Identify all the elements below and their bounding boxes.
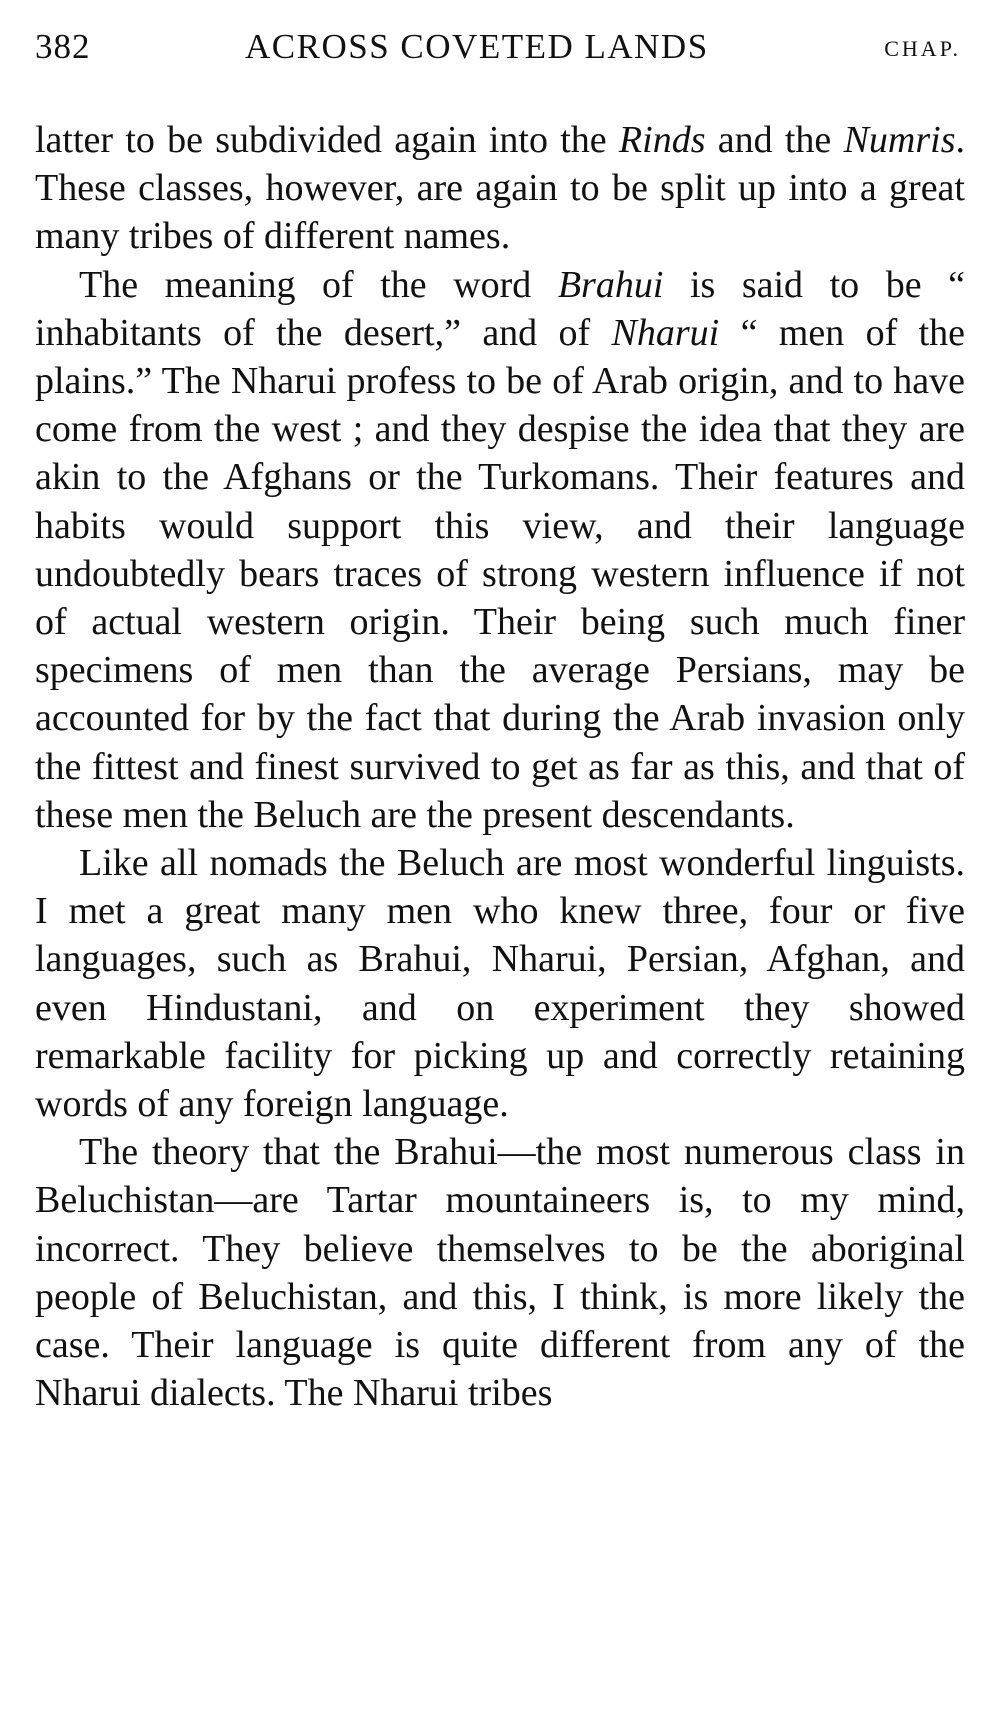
text-run: latter to be subdivided again into the	[35, 119, 619, 161]
chapter-label: CHAP.	[884, 36, 961, 61]
page-number: 382	[35, 27, 91, 66]
paragraph-1	[35, 116, 965, 261]
text-run: The meaning of the word	[79, 263, 558, 306]
body-text	[35, 116, 965, 1417]
book-title: ACROSS COVETED LANDS	[245, 27, 709, 66]
text-run: . These classes, however, are again to be split up into a great many tribes of different names.	[35, 119, 965, 258]
italic-term-rinds: Rinds	[618, 119, 706, 161]
text-run: “ men of the plains.” The Nharui profess to be of Arab origin, and to have come from the west ; and they despise the idea that they are akin to the Afghans or the Turkomans. Their features and habits would support this view, and their language undoubtedly bears traces of strong western influence if not of actual western origin. Their being such much finer specimens of men than the average Persians, may be accounted for by the fact that during the Arab invasion only the fittest and finest survived to get as far as this, and that of these men the Beluch are the present descendants.	[35, 311, 965, 836]
paragraph-4	[35, 1128, 965, 1417]
text-run: The theory that the Brahui—the most numerous class in Beluchistan—are Tartar mountaineers is, to my mind, incorrect. They believe themselves to be the aboriginal people of Beluchistan, and this, I think, is more likely the case. Their language is quite different from any of the Nharui dialects. The Nharui tribes	[35, 1131, 965, 1415]
paragraph-2	[35, 261, 965, 839]
italic-term-brahui: Brahui	[557, 263, 664, 306]
paragraph-3	[35, 839, 965, 1128]
text-run: and the	[705, 119, 844, 161]
running-header	[35, 18, 965, 76]
book-page	[35, 18, 965, 1417]
text-run: Like all nomads the Beluch are most wonderful linguists. I met a great many men who knew three, four or five languages, such as Brahui, Nharui, Persian, Afghan, and even Hindustani, and on experiment they showed remarkable facility for picking up and correctly retaining words of any foreign language.	[35, 842, 965, 1126]
text-run: is said to be “ inhabitants of the desert,” and of	[35, 263, 965, 354]
italic-term-nharui: Nharui	[611, 311, 720, 354]
italic-term-numris: Numris	[843, 119, 956, 161]
